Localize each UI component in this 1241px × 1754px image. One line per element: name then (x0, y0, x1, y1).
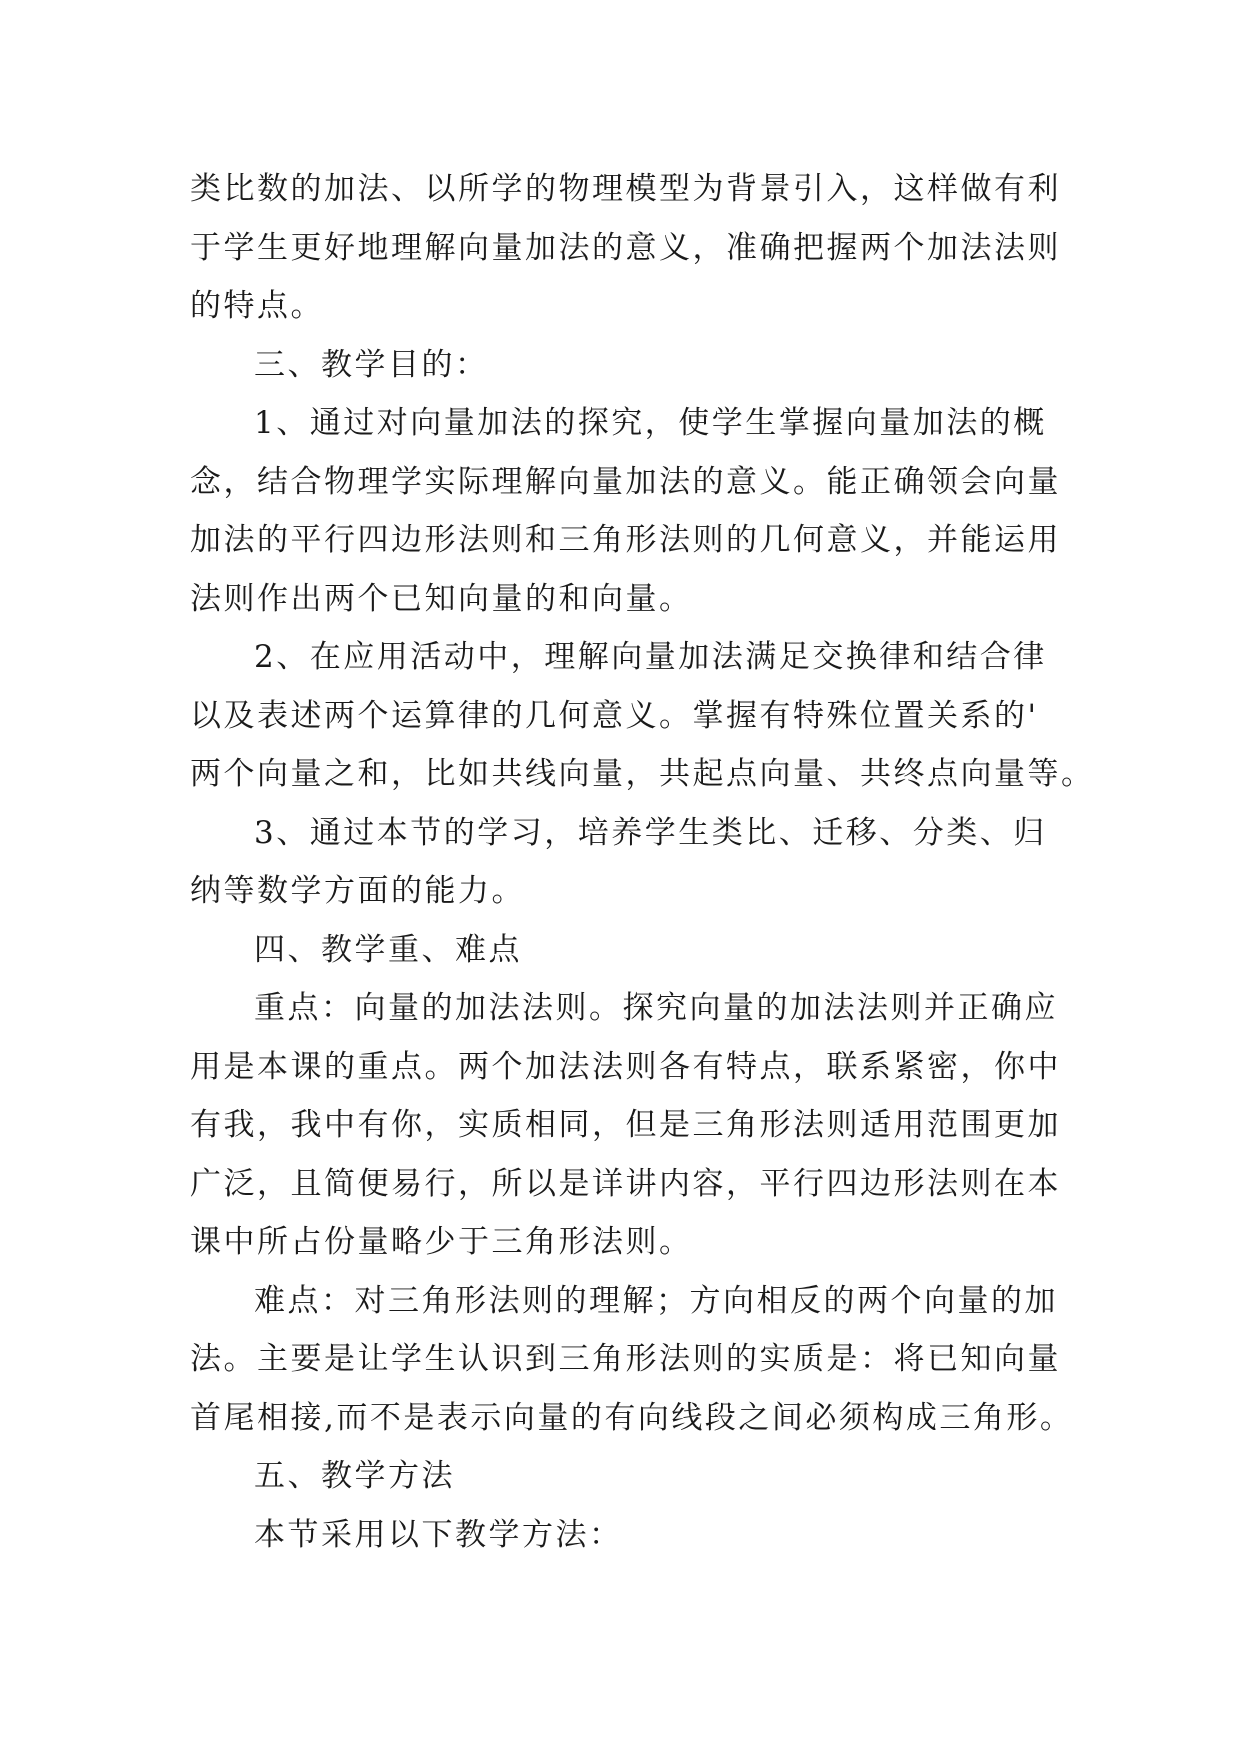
paragraph-line: 法则作出两个已知向量的和向量。 (190, 580, 693, 617)
paragraph-line: 用是本课的重点。两个加法法则各有特点，联系紧密，你中 (190, 1048, 1061, 1085)
paragraph-line: 1、通过对向量加法的探究，使学生掌握向量加法的概 (254, 405, 1047, 441)
section-heading: 五、教学方法 (254, 1458, 455, 1494)
section-heading: 四、教学重、难点 (254, 931, 522, 968)
paragraph-line: 以及表述两个运算律的几何意义。掌握有特殊位置关系的' (190, 697, 1039, 734)
document-body (190, 160, 1095, 1564)
paragraph-line: 的特点。 (190, 288, 324, 324)
paragraph-line: 类比数的加法、以所学的物理模型为背景引入，这样做有利 (190, 171, 1061, 207)
paragraph-line: 本节采用以下教学方法： (254, 1516, 623, 1553)
paragraph-line: 于学生更好地理解向量加法的意义，准确把握两个加法法则 (190, 229, 1061, 266)
paragraph-line: 2、在应用活动中，理解向量加法满足交换律和结合律 (254, 639, 1047, 675)
paragraph-line: 有我，我中有你，实质相同，但是三角形法则适用范围更加 (190, 1107, 1061, 1143)
paragraph-line: 课中所占份量略少于三角形法则。 (190, 1224, 693, 1260)
paragraph-line: 加法的平行四边形法则和三角形法则的几何意义，并能运用 (190, 522, 1061, 558)
paragraph-line: 念，结合物理学实际理解向量加法的意义。能正确领会向量 (190, 463, 1061, 500)
paragraph-line: 法。主要是让学生认识到三角形法则的实质是：将已知向量 (190, 1341, 1061, 1377)
section-heading: 三、教学目的： (254, 346, 489, 383)
paragraph-line: 两个向量之和，比如共线向量，共起点向量、共终点向量等。 (190, 756, 1095, 792)
paragraph-line: 难点：对三角形法则的理解；方向相反的两个向量的加 (254, 1282, 1058, 1319)
paragraph-line: 广泛，且简便易行，所以是详讲内容，平行四边形法则在本 (190, 1165, 1061, 1202)
paragraph-line: 纳等数学方面的能力。 (190, 873, 525, 909)
paragraph-line: 3、通过本节的学习，培养学生类比、迁移、分类、归 (254, 814, 1047, 851)
paragraph-line: 重点：向量的加法法则。探究向量的加法法则并正确应 (254, 990, 1058, 1026)
paragraph-line: 首尾相接,而不是表示向量的有向线段之间必须构成三角形。 (190, 1399, 1074, 1436)
